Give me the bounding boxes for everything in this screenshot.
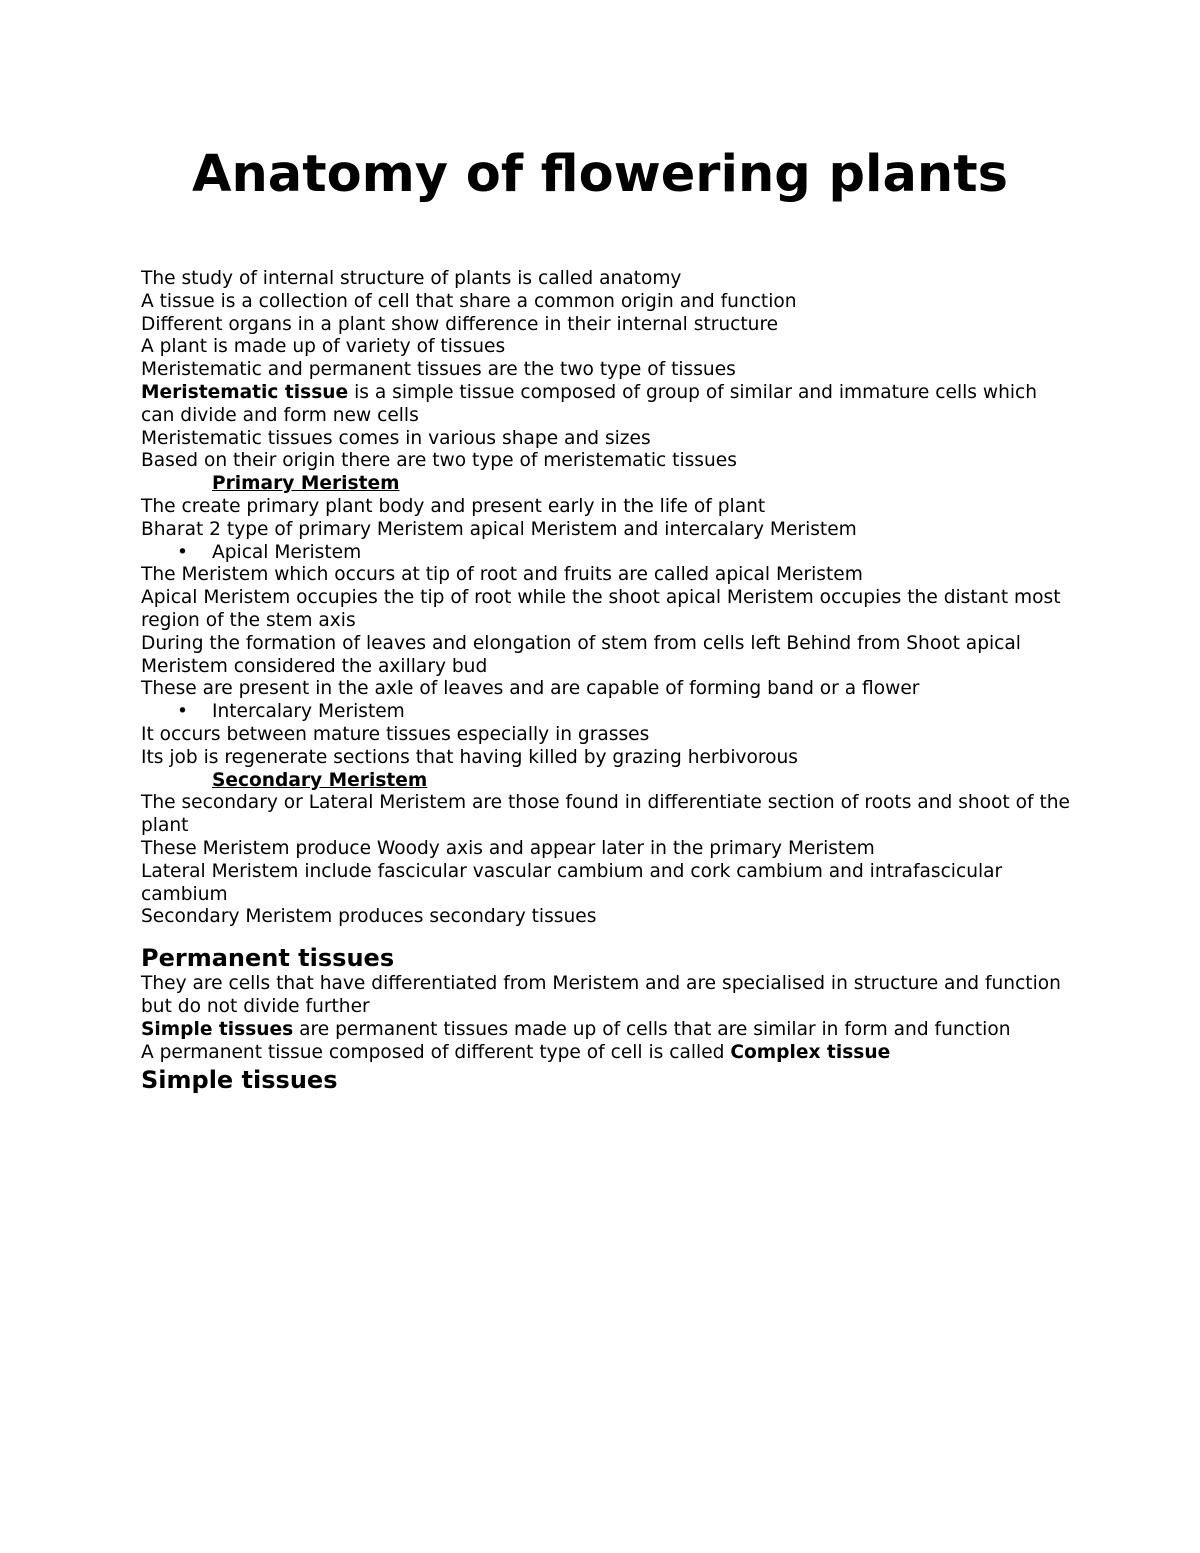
paragraph-line: Meristematic tissues comes in various shape and sizes [141,427,651,449]
heading-simple-tissues: Simple tissues [141,1066,338,1095]
paragraph-line: Apical Meristem occupies the tip of root while the shoot apical Meristem occupies the distant most region of the stem axis [141,587,1061,631]
paragraph-line: They are cells that have differentiated from Meristem and are specialised in structure and function but do not divide further [141,973,1061,1017]
bullet-label: Intercalary Meristem [212,701,405,723]
paragraph-meristematic-definition [141,382,1071,428]
paragraph-line: During the formation of leaves and elongation of stem from cells left Behind from Shoot apical Meristem considered the axillary bud [141,632,1021,677]
bullet-item-intercalary-meristem [141,701,1071,724]
paragraph-complex-tissue-definition [141,1042,1071,1065]
paragraph-line: It occurs between mature tissues especially in grasses [141,723,650,745]
heading-permanent-tissues: Permanent tissues [141,944,395,973]
paragraph-line: A plant is made up of variety of tissues [141,336,506,358]
paragraph-text: are permanent tissues made up of cells that are similar in form and function [293,1018,1011,1040]
bold-term-simple-tissues: Simple tissues [141,1018,294,1040]
bullet-label: Apical Meristem [212,541,362,563]
paragraph-text: A permanent tissue composed of different type of cell is called [141,1041,731,1063]
bullet-item-apical-meristem [141,542,1071,565]
bold-term-complex-tissue: Complex tissue [730,1041,891,1063]
paragraph-line: Bharat 2 type of primary Meristem apical Meristem and intercalary Meristem [141,518,857,540]
bullet-icon: • [177,701,188,723]
paragraph-line: These are present in the axle of leaves and are capable of forming band or a flower [141,678,920,700]
paragraph-line: The Meristem which occurs at tip of root and fruits are called apical Meristem [141,564,863,586]
paragraph-line: Different organs in a plant show difference in their internal structure [141,313,779,335]
document-title: Anatomy of flowering plants [192,145,1008,204]
paragraph-line: Based on their origin there are two type of meristematic tissues [141,450,737,472]
paragraph-line: Lateral Meristem include fascicular vascular cambium and cork cambium and intrafascicular cambium [141,860,1003,905]
subheading-primary-meristem: Primary Meristem [212,473,400,495]
paragraph-simple-tissues-definition [141,1019,1071,1042]
bold-term-meristematic-tissue: Meristematic tissue [141,381,349,403]
document-body [141,268,1071,1094]
paragraph-line: Meristematic and permanent tissues are the two type of tissues [141,359,736,381]
paragraph-line: The study of internal structure of plants is called anatomy [141,268,682,289]
paragraph-line: Secondary Meristem produces secondary tissues [141,906,597,928]
subheading-secondary-meristem: Secondary Meristem [212,769,428,791]
paragraph-line: The secondary or Lateral Meristem are those found in differentiate section of roots and shoot of the plant [141,792,1070,837]
paragraph-line: These Meristem produce Woody axis and appear later in the primary Meristem [141,837,875,859]
paragraph-line: Its job is regenerate sections that having killed by grazing herbivorous [141,746,798,768]
paragraph-line: A tissue is a collection of cell that share a common origin and function [141,290,797,312]
bullet-icon: • [177,541,188,563]
paragraph-line: The create primary plant body and present early in the life of plant [141,495,766,517]
paragraph-text: is a simple tissue composed of group of similar and immature cells which can divide and form new cells [141,381,1038,426]
